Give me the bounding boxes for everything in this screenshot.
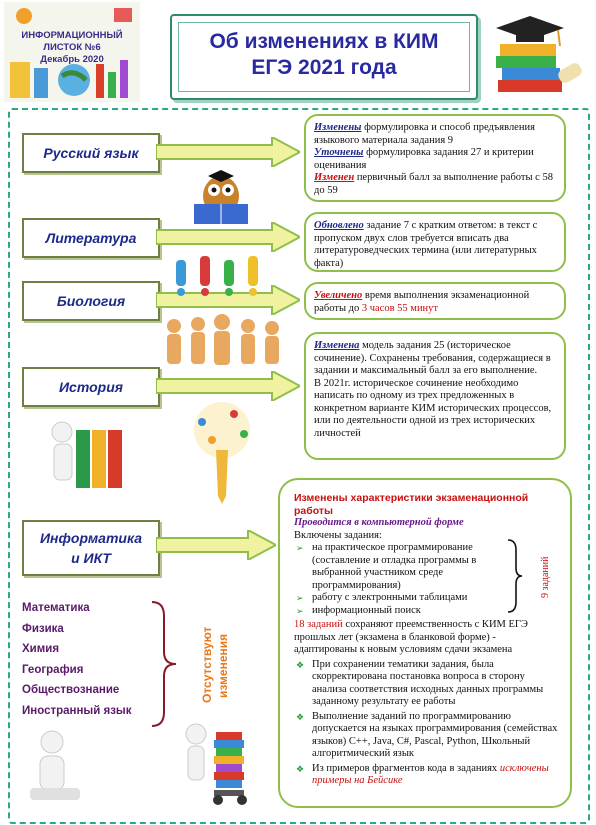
graduation-books-icon <box>486 10 586 102</box>
list-item: Физика <box>22 622 64 635</box>
person-with-books-cart-icon <box>178 720 258 810</box>
informatics-info-box <box>278 478 572 808</box>
list-item: Химия <box>22 643 60 655</box>
arrow-informatics <box>156 530 276 560</box>
history-info-box: Изменена модель задания 25 (историческое сочинение). Сохранены требования, содержащиеся в задании и максимальный балл за его выполнение. В 2021г. историческое сочинение необходимо написать по одному из трех предложенных в конкретном варианте КИМ исторических процессов, или по деятельности одной из трех исторических личностей <box>304 332 566 460</box>
includes-label: Включены задания: <box>294 529 382 541</box>
list-item: ❖ При сохранении тематики задания, была скорректирована постановка вопроса в сторону анализа соответствия исходных данных программы заданному результату ее работы <box>294 659 560 709</box>
list-item: Иностранный язык <box>22 704 132 717</box>
unchanged-subjects-list <box>22 602 152 725</box>
leaflet-badge <box>4 2 140 102</box>
list-item: Математика <box>22 602 90 614</box>
colorful-figures-icon <box>170 252 274 300</box>
subjects-brace <box>150 600 180 728</box>
page-title-line2: ЕГЭ 2021 года <box>251 56 397 79</box>
page-title-box <box>170 14 478 100</box>
informatics-heading: Изменены характеристики экзаменационной работы <box>294 492 529 517</box>
list-item: ➢ информационный поиск <box>294 605 490 618</box>
subject-informatics: Информатика и ИКТ <box>22 520 160 576</box>
literature-info-box: Обновлено задание 7 с кратким ответом: в текст с пропуском двух слов требуется вписать два литературоведческих термина (или литературных факта) <box>304 212 566 272</box>
list-item: ❖ Выполнение заданий по программированию допускается на языках программирования (семействах языков) C++, Java, C#, Pascal, Python, Школьный алгоритмический язык <box>294 711 560 761</box>
informatics-subheading: Проводится в компьютерной форме <box>294 517 464 528</box>
person-with-binders-icon <box>46 408 130 494</box>
leaflet-number: ЛИСТОК №6 <box>43 42 101 53</box>
list-item: География <box>22 663 84 676</box>
arrow-russian <box>156 137 300 167</box>
continuity-paragraph: 18 заданий сохраняют преемственность с КИМ ЕГЭ прошлых лет (экзамена в бланковой форме) - адаптированы к новым условиям сдачи экзамена <box>294 619 528 655</box>
subject-literature: Литература <box>22 218 160 258</box>
nine-tasks-label: 9 заданий <box>540 556 551 598</box>
subject-biology: Биология <box>22 281 160 321</box>
russian-info-box: Изменены формулировка и способ предъявления языкового материала задания 9 Уточнены формулировка задания 27 и критерии оценивания Изменен первичный балл за выполнение работы с 58 до 59 <box>304 114 566 202</box>
changes-list <box>294 659 560 788</box>
tasks-brace <box>506 538 524 614</box>
biology-info-box: Увеличено время выполнения экзаменационной работы до 3 часов 55 минут <box>304 282 566 320</box>
people-group-icon <box>160 314 288 376</box>
list-item: ➢ работу с электронными таблицами <box>294 592 490 605</box>
knowledge-tree-icon <box>172 400 272 504</box>
owl-reading-icon <box>188 168 254 232</box>
subject-russian: Русский язык <box>22 133 160 173</box>
list-item: ❖ Из примеров фрагментов кода в заданиях исключены примеры на Бейсике <box>294 763 560 788</box>
thinking-person-icon <box>22 728 88 808</box>
no-changes-label-2: изменения <box>216 633 230 699</box>
included-tasks-list <box>294 542 490 617</box>
page-title-line1: Об изменениях в КИМ <box>209 30 439 53</box>
no-changes-label: Отсутствуют <box>200 626 214 704</box>
list-item: ➢ на практическое программирование (составление и отладка программы в выбранной участником среде программирования) <box>294 542 490 592</box>
leaflet-date: Декабрь 2020 <box>40 54 104 65</box>
subject-history: История <box>22 367 160 407</box>
list-item: Обществознание <box>22 684 120 696</box>
leaflet-title: ИНФОРМАЦИОННЫЙ <box>21 30 123 41</box>
